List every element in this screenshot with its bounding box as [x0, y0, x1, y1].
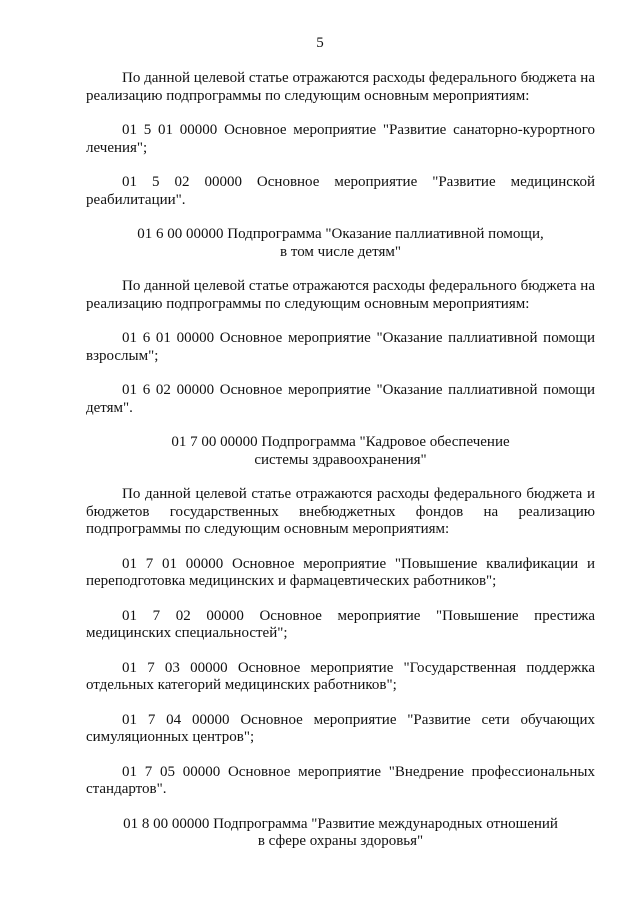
activity-item: 01 7 03 00000 Основное мероприятие "Государственная поддержка отдельных категорий медицинских работников"; — [86, 659, 595, 693]
heading-line: системы здравоохранения" — [254, 451, 427, 468]
activity-item: 01 7 04 00000 Основное мероприятие "Развитие сети обучающих симуляционных центров"; — [86, 711, 595, 745]
activity-item: 01 7 01 00000 Основное мероприятие "Повышение квалификации и переподготовка медицинских и фармацевтических работников"; — [86, 555, 595, 589]
heading-line: 01 8 00 00000 Подпрограмма "Развитие международных отношений — [123, 815, 558, 832]
heading-line: 01 6 00 00000 Подпрограмма "Оказание паллиативной помощи, — [137, 226, 544, 242]
subprogram-heading — [86, 434, 595, 469]
activity-item: 01 5 02 00000 Основное мероприятие "Развитие медицинской реабилитации". — [86, 174, 595, 208]
heading-line: 01 7 00 00000 Подпрограмма "Кадровое обеспечение — [171, 434, 510, 450]
intro-paragraph: По данной целевой статье отражаются расходы федерального бюджета на реализацию подпрограммы по следующим основным мероприятиям: — [86, 70, 595, 104]
subprogram-heading — [86, 816, 595, 851]
page-number: 5 — [316, 35, 324, 51]
subprogram-heading — [86, 226, 595, 261]
activity-item: 01 6 02 00000 Основное мероприятие "Оказание паллиативной помощи детям". — [86, 382, 595, 416]
intro-paragraph: По данной целевой статье отражаются расходы федерального бюджета и бюджетов государственных внебюджетных фондов на реализацию подпрограммы по следующим основным мероприятиям: — [86, 486, 595, 537]
document-body — [86, 70, 595, 851]
heading-line: в том числе детям" — [280, 243, 401, 260]
heading-line: в сфере охраны здоровья" — [257, 833, 424, 849]
activity-item: 01 7 02 00000 Основное мероприятие "Повышение престижа медицинских специальностей"; — [86, 607, 595, 641]
activity-item: 01 7 05 00000 Основное мероприятие "Внедрение профессиональных стандартов". — [86, 763, 595, 797]
activity-item: 01 5 01 00000 Основное мероприятие "Развитие санаторно-курортного лечения"; — [86, 122, 595, 156]
activity-item: 01 6 01 00000 Основное мероприятие "Оказание паллиативной помощи взрослым"; — [86, 330, 595, 364]
intro-paragraph: По данной целевой статье отражаются расходы федерального бюджета на реализацию подпрограммы по следующим основным мероприятиям: — [86, 278, 595, 312]
